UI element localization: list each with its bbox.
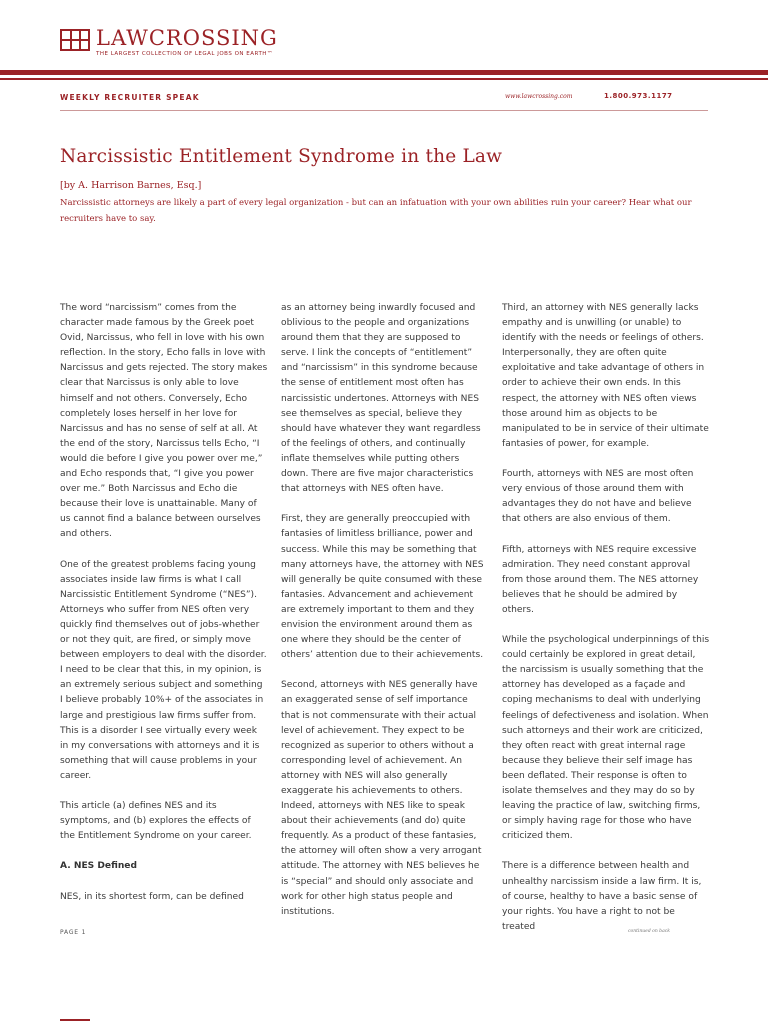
article-intro: Narcissistic attorneys are likely a part of every legal organization - but can an infatuation with your own abilities ruin your career? Hear what our recruiters have to say. xyxy=(60,198,692,224)
section-heading: A. NES Defined xyxy=(60,861,137,872)
paragraph: as an attorney being inwardly focused and oblivious to the people and organizations around them that they are supposed to serve. I link the concepts of “entitlement” and “narcissism” in this syndrome because the sense of entitlement most often has narcissistic undertones. Attorneys with NES see themselves as special, believe they should have whatever they want regardless of the feelings of others, and continually inflate themselves while putting others down. There are five major characteristics that attorneys with NES often have. xyxy=(281,303,481,495)
paragraph: Fifth, attorneys with NES require excessive admiration. They need constant approval from those around them. The NES attorney believes that he should be admired by others. xyxy=(502,544,699,615)
page-number: PAGE 1 xyxy=(60,929,87,936)
paragraph: One of the greatest problems facing young associates inside law firms is what I call Narcissistic Entitlement Syndrome (“NES”). Attorneys who suffer from NES often very quickly find themselves out of jobs-whether or not they quit, are fired, or simply move between employers to deal with the disorder. I need to be clear that this, in my opinion, is an extremely serious subject and something I believe probably 10%+ of the associates in large and prestigious law firms suffer from. This is a disorder I see virtually every week in my conversations with attorneys and it is something that will cause problems in your career. xyxy=(60,559,267,781)
paragraph: Fourth, attorneys with NES are most often very envious of those around them with advantages they do not have and believe that others are also envious of them. xyxy=(502,469,694,525)
phone-number: 1.800.973.1177 xyxy=(604,92,673,100)
paragraph: The word “narcissism” comes from the character made famous by the Greek poet Ovid, Narcissus, who fell in love with his own reflection. In the story, Echo falls in love with Narcissus and gets rejected. The story makes clear that Narcissus is only able to love himself and not others. Conversely, Echo completely loses herself in her love for Narcissus and has no sense of self at all. At the end of the story, Narcissus tells Echo, “I would die before I give you power over me,” and Echo responds that, “I give you power over me.” Both Narcissus and Echo die because their love is unattainable. Many of us cannot find a balance between ourselves and others. xyxy=(60,303,268,540)
footer-logo-fragment-icon xyxy=(60,1019,90,1024)
paragraph: There is a difference between health and unhealthy narcissism inside a law firm. It is, of course, healthy to have a basic sense of your rights. You have a right to not be treated xyxy=(502,861,702,932)
logo-tagline: THE LARGEST COLLECTION OF LEGAL JOBS ON EARTH™ xyxy=(96,51,273,57)
logo xyxy=(60,26,278,57)
header-rule-thin xyxy=(0,78,768,80)
paragraph: NES, in its shortest form, can be defined xyxy=(60,891,244,902)
paragraph: Third, an attorney with NES generally lacks empathy and is unwilling (or unable) to identify with the needs or feelings of others. Interpersonally, they are often quite exploitative and take advantage of others in order to achieve their own ends. In this respect, the attorney with NES often views those around him as objects to be manipulated to be in service of their ultimate fantasies of power, for example. xyxy=(502,303,709,449)
body-column-2 xyxy=(281,301,489,935)
body-column-3 xyxy=(502,301,710,950)
continued-note: continued on back xyxy=(628,929,670,934)
logo-name: LAWCROSSING xyxy=(96,26,278,50)
article-byline: [by A. Harrison Barnes, Esq.] xyxy=(60,180,202,191)
lawcrossing-logo-icon xyxy=(60,29,90,51)
paragraph: Second, attorneys with NES generally have an exaggerated sense of self importance that is not commensurate with their actual level of achievement. They expect to be recognized as superior to others without a corresponding level of achievement. An attorney with NES will also generally exaggerate his achievements to others. Indeed, attorneys with NES like to speak about their achievements (and do) quite frequently. As a product of these fantasies, the attorney will often show a very arrogant attitude. The attorney with NES believes he is “special” and should only associate and work for other high status people and institutions. xyxy=(281,680,482,917)
header-rule-thick xyxy=(0,70,768,75)
paragraph: This article (a) defines NES and its symptoms, and (b) explores the effects of the Entitlement Syndrome on your career. xyxy=(60,801,252,842)
section-label: WEEKLY RECRUITER SPEAK xyxy=(60,93,200,102)
paragraph: First, they are generally preoccupied with fantasies of limitless brilliance, power and success. While this may be something that many attorneys have, the attorney with NES will generally be quite consumed with these fantasies. Advancement and achievement are extremely important to them and they envision the environment around them as one where they should be the center of others’ attention due to their achievements. xyxy=(281,514,484,661)
paragraph: While the psychological underpinnings of this could certainly be explored in great detail, the narcissism is usually something that the attorney has developed as a façade and coping mechanisms to deal with underlying feelings of defectiveness and isolation. When such attorneys and their work are criticized, they often react with great internal rage because they believe their self image has been deflated. Their response is often to isolate themselves and they may do so by leaving the practice of law, switching firms, or simply having rage for those who have criticized them. xyxy=(502,635,710,842)
article-title: Narcissistic Entitlement Syndrome in the Law xyxy=(60,146,503,167)
subheader-divider xyxy=(60,110,708,111)
website-link[interactable]: www.lawcrossing.com xyxy=(505,93,573,100)
body-column-1 xyxy=(60,301,268,920)
